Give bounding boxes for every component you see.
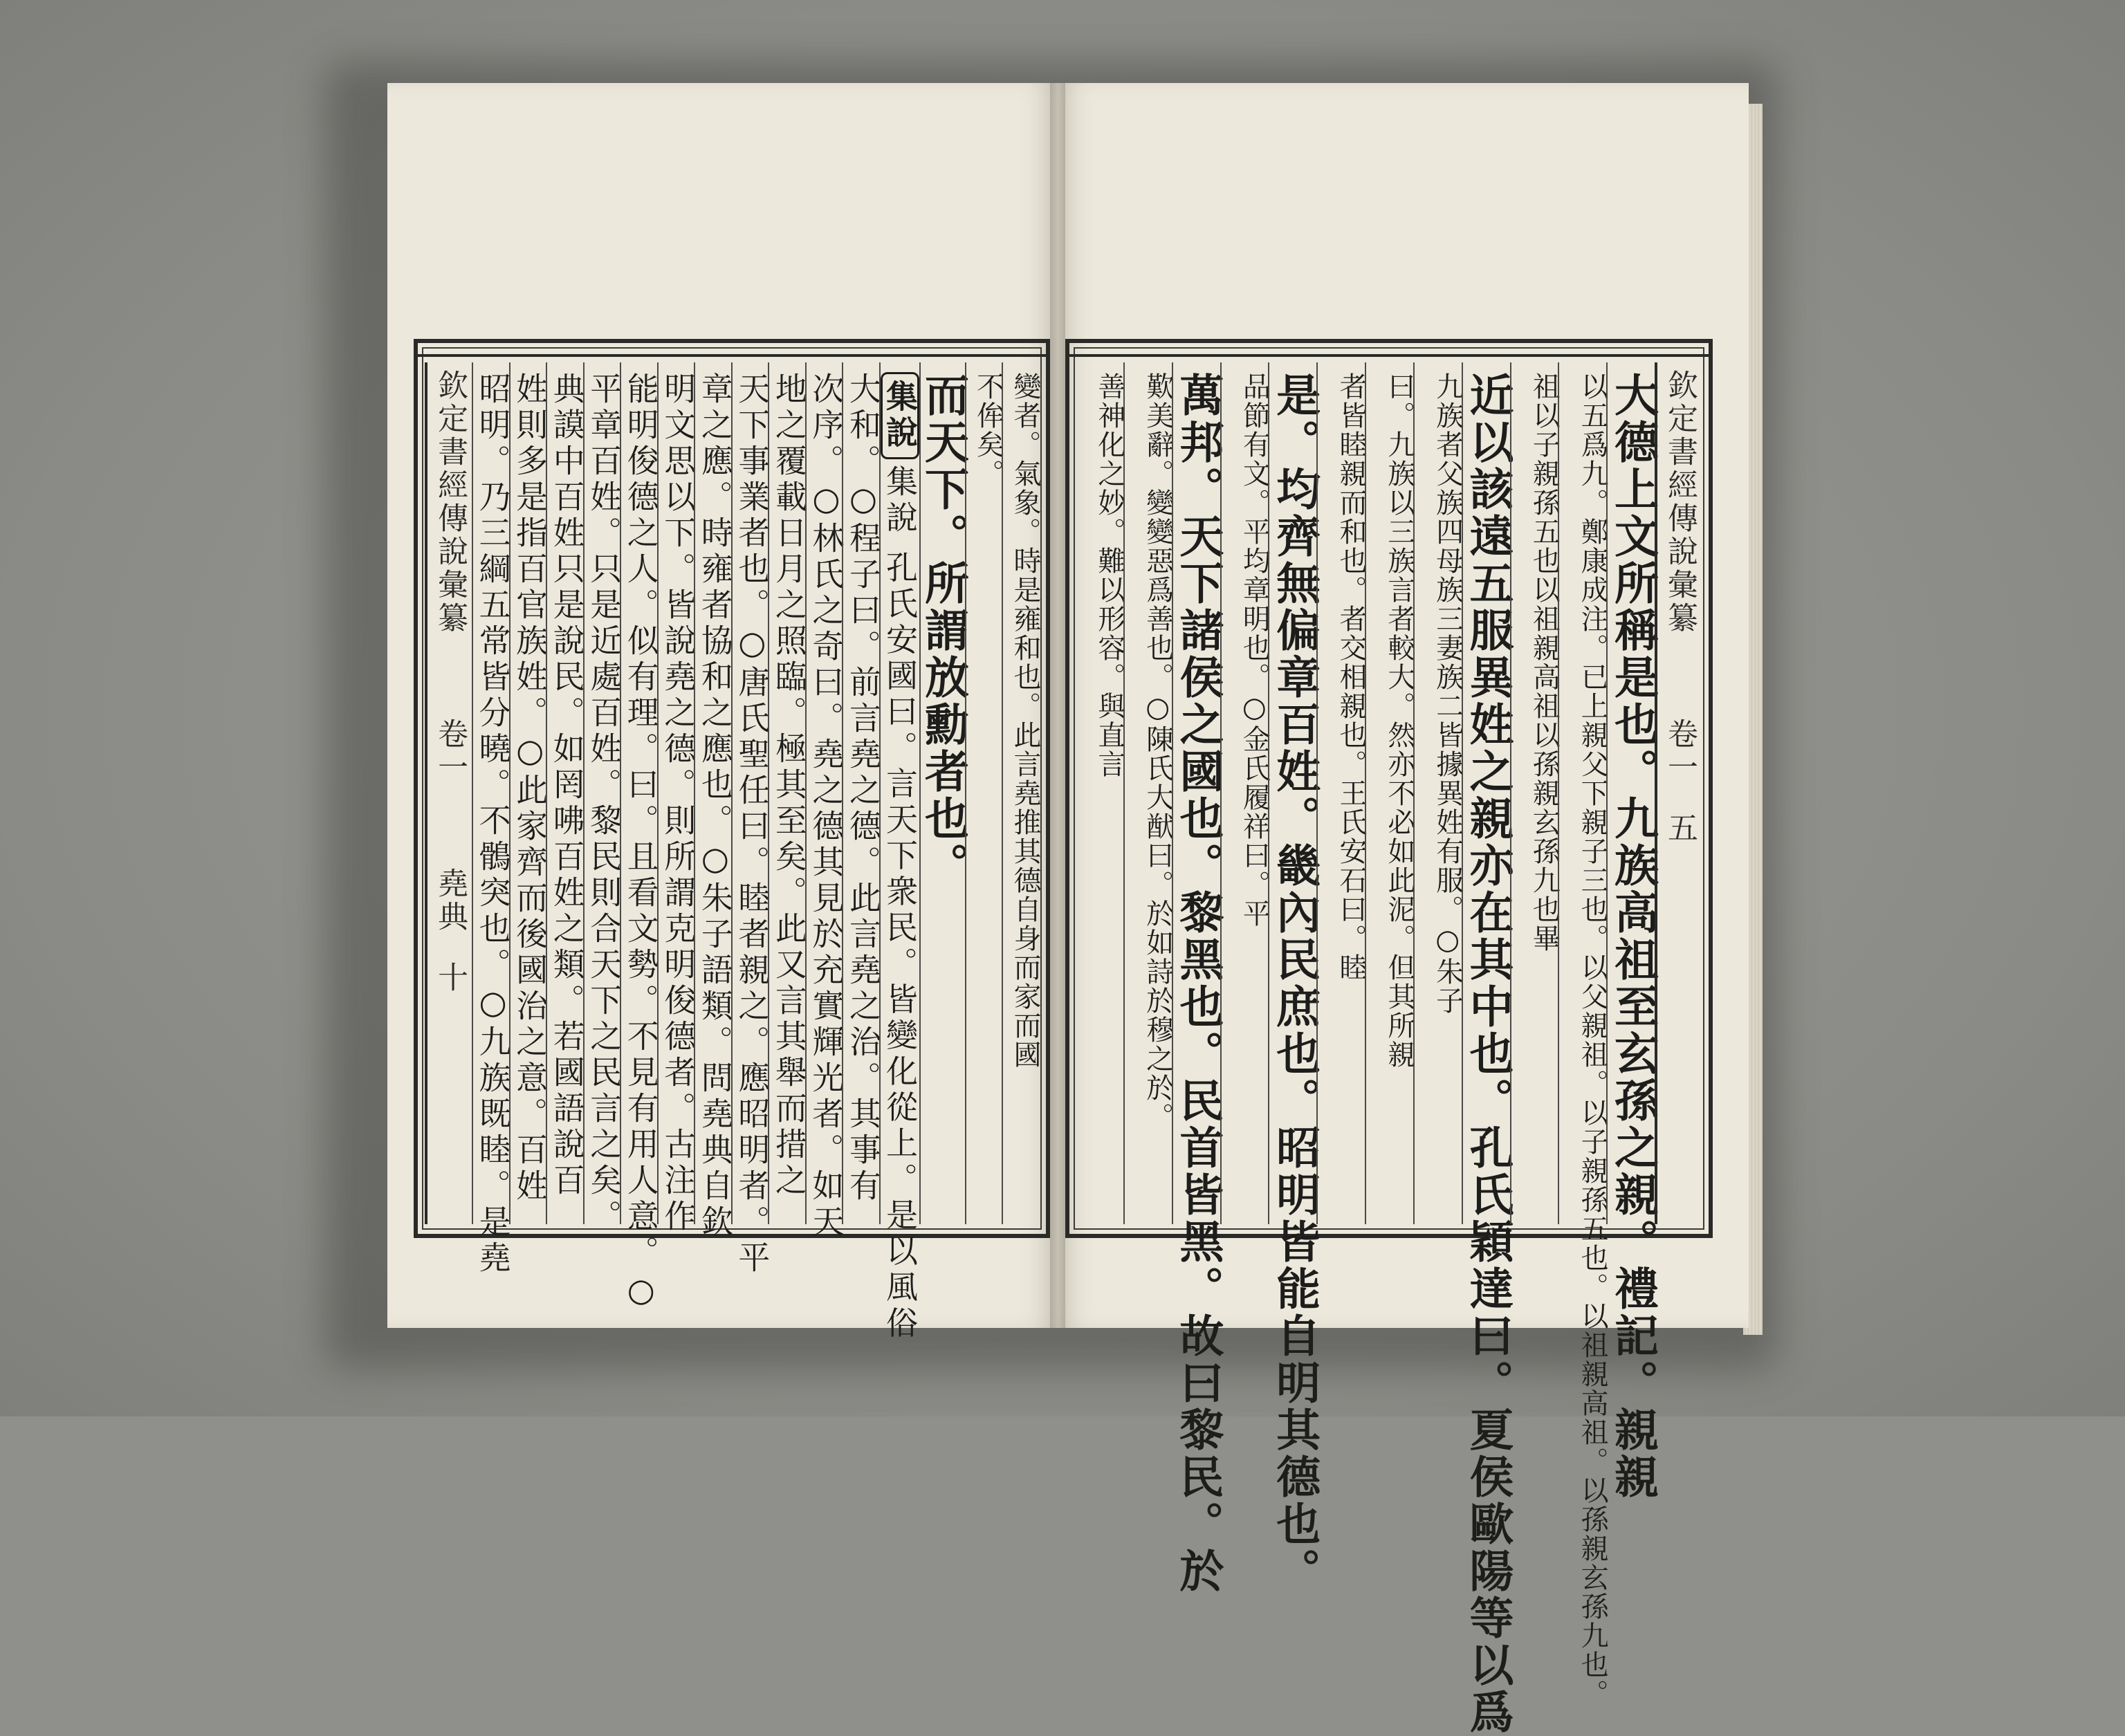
right-page-margin-column: [1655, 362, 1702, 1224]
text-column: 昭明。乃三綱五常皆分曉。不鶻突也。○九族既睦。是堯: [472, 362, 509, 1224]
text-column: 能明俊德之人。似有理。曰。且看文勢。不見有用人意。○: [620, 362, 657, 1224]
left-page-text-frame: [414, 339, 1050, 1342]
margin-book-title: 欽定書經傳說彙纂: [432, 369, 468, 635]
text-column: 善神化之妙。難以形容。與直言: [1093, 372, 1125, 779]
left-frame-top-rule: [418, 354, 1046, 357]
text-column: 章之應。時雍者協和之應也。○朱子語類。問堯典自欽: [694, 362, 731, 1224]
text-column: 而天下。所謂放勳者也。: [919, 362, 965, 1224]
margin-volume: 卷一: [432, 718, 468, 784]
text-column: 大德上文所稱是也。九族高祖至玄孫之親。禮記。親親: [1606, 362, 1655, 1224]
margin-volume: 卷一: [1662, 718, 1698, 784]
text-column: 品節有文。平均章明也。○金氏履祥曰。平: [1220, 362, 1269, 1224]
margin-book-title: 欽定書經傳說彙纂: [1662, 369, 1698, 635]
left-page-columns: [425, 362, 1041, 1342]
text-column: 者皆睦親而和也。者交相親也。王氏安石曰。睦: [1316, 362, 1365, 1224]
text-column: 變者。氣象。時是雍和也。此言堯推其德自身而家而國: [1002, 362, 1039, 1224]
text-column: 以五爲九。鄭康成注。已上親父下親子三也。以父親祖。以子親孫五也。以祖親高祖。以孫親玄孫九也。: [1558, 362, 1606, 1224]
text-column: 曰。九族以三族言者較大。然亦不必如此泥。但其所親: [1365, 362, 1413, 1224]
text-column: 歎美辭。變變惡爲善也。○陳氏大猷曰。於如詩於穆之於。: [1123, 362, 1172, 1224]
text-column: 不侔矣。: [965, 362, 1002, 1224]
text-column: 典謨中百姓只是說民。如罔咈百姓之類。若國語說百: [546, 362, 583, 1224]
text-column: 明文思以下。皆說堯之德。則所謂克明俊德者。古注作: [657, 362, 694, 1224]
text-column: 九族者父族四母族三妻族二皆據異姓有服。○朱子: [1413, 362, 1462, 1224]
text-column: 大和。○程子曰。前言堯之德。此言堯之治。其事有: [842, 362, 879, 1224]
text-column: 近以該遠五服異姓之親亦在其中也。孔氏穎達曰。夏侯歐陽等以爲: [1462, 362, 1510, 1224]
margin-folio-number: 十: [432, 961, 468, 995]
commentary-text: 集說 孔氏安國曰。言天下衆民。皆變化從上。是以風俗: [881, 465, 919, 1342]
text-column: 是。均齊無偏章百姓。畿內民庶也。昭明皆能自明其德也。: [1268, 362, 1316, 1224]
text-column: 地之覆載日月之照臨。極其至矣。此又言其舉而措之: [768, 362, 805, 1224]
text-column: 祖以子親孫五也以祖親高祖以孫親玄孫九也畢: [1510, 362, 1558, 1224]
right-page-text-frame: [1065, 339, 1713, 1736]
text-column: 平章百姓。只是近處百姓。黎民則合天下之民言之矣。: [583, 362, 620, 1224]
margin-section: 堯典: [432, 867, 468, 934]
commentary-column: [879, 362, 919, 1342]
ji-shuo-label-badge: 集說: [881, 372, 919, 459]
book-gutter: [1050, 83, 1065, 1328]
text-column: 次序。○林氏之奇曰。堯之德其見於充實輝光者。如天: [805, 362, 843, 1224]
left-page-margin-column: [425, 362, 472, 1224]
right-frame-top-rule: [1069, 354, 1709, 357]
text-column: 天下事業者也。○唐氏聖任曰。睦者親之。應昭明者。平: [731, 362, 769, 1224]
right-page-columns: [1076, 362, 1702, 1736]
text-column: 萬邦。天下諸侯之國也。黎黑也。民首皆黑。故曰黎民。於: [1172, 362, 1220, 1224]
text-column: 姓則多是指百官族姓。○此家齊而後國治之意。百姓: [509, 362, 546, 1224]
margin-folio-number: 五: [1662, 812, 1698, 845]
